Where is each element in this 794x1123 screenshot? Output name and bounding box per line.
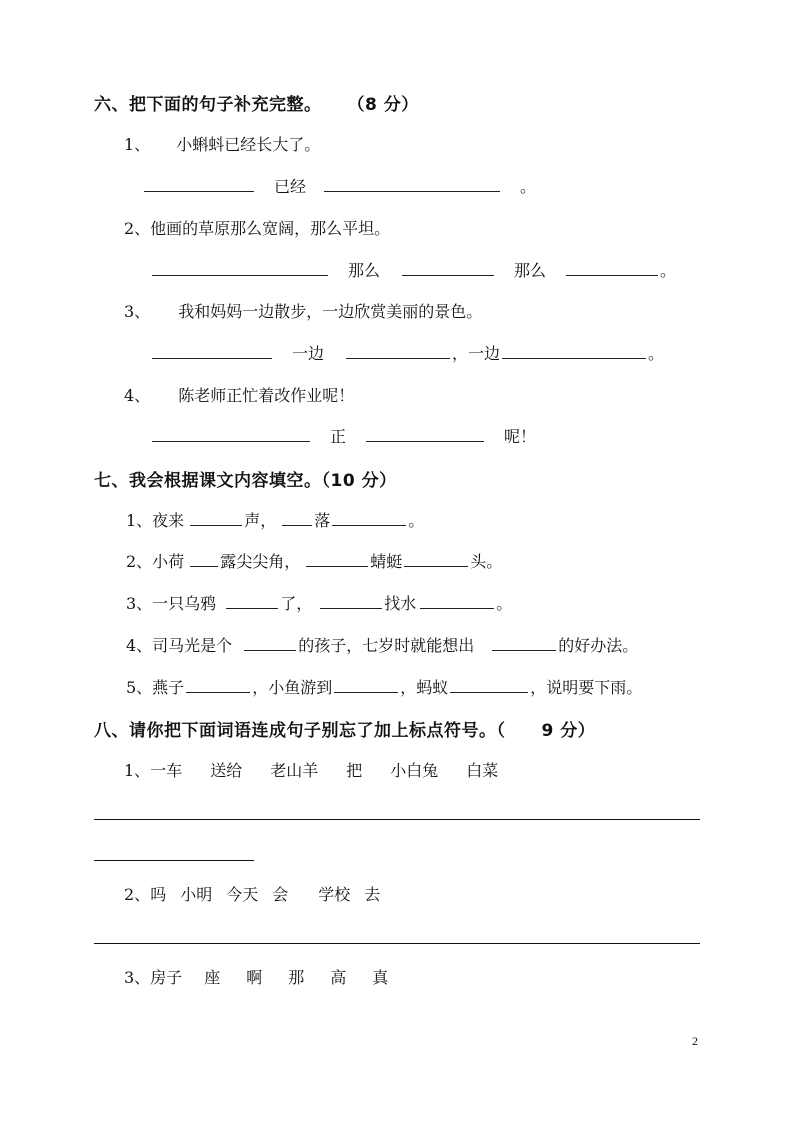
fill-blank[interactable] xyxy=(450,676,528,693)
word-tile: 去 xyxy=(364,885,381,904)
s7-q2-b: 露尖尖角， xyxy=(220,552,301,571)
s7-q2-c: 蜻蜓 xyxy=(370,552,403,571)
page-number: 2 xyxy=(692,1034,698,1048)
word-tile: 高 xyxy=(330,968,347,987)
fill-blank[interactable] xyxy=(306,550,368,567)
word-tile: 会 xyxy=(272,885,289,904)
s6-q4-number: 4、 xyxy=(124,386,151,405)
s7-q5 xyxy=(126,675,642,698)
s7-q5-a: 5、燕子 xyxy=(126,678,185,697)
word-tile: 一车 xyxy=(150,761,183,780)
s7-q3-d: 。 xyxy=(496,594,513,613)
word-tile: 老山羊 xyxy=(270,761,319,780)
s6-q2-prompt xyxy=(124,216,390,239)
s6-q3-text: 我和妈妈一边散步，一边欣赏美丽的景色。 xyxy=(178,302,483,321)
s7-q1-a: 1、夜来 xyxy=(126,511,185,530)
s6-q2-word2: 那么 xyxy=(514,261,547,280)
s7-q3-c: 找水 xyxy=(384,594,417,613)
s8-q3-words xyxy=(124,965,416,988)
word-tile: 把 xyxy=(346,761,363,780)
fill-blank[interactable] xyxy=(282,509,312,526)
word-tile: 房子 xyxy=(150,968,183,987)
s6-q3-end: 。 xyxy=(648,344,665,363)
s6-q2-end: 。 xyxy=(660,261,677,280)
fill-blank[interactable] xyxy=(332,509,406,526)
s6-q3-fill xyxy=(150,341,664,364)
s8-q3-number: 3、 xyxy=(124,968,151,987)
fill-blank[interactable] xyxy=(244,634,296,651)
s6-q4-fill xyxy=(150,424,536,447)
s6-q2-word1: 那么 xyxy=(348,261,381,280)
answer-line[interactable] xyxy=(94,819,700,820)
section6-title: 六、把下面的句子补充完整。 xyxy=(94,95,322,115)
s7-q5-b: ，小鱼游到 xyxy=(252,678,333,697)
word-tile: 今天 xyxy=(226,885,259,904)
s7-q4-a: 4、司马光是个 xyxy=(126,636,233,655)
fill-blank[interactable] xyxy=(404,550,468,567)
fill-blank[interactable] xyxy=(324,175,500,192)
s8-q1-words xyxy=(124,758,526,781)
word-tile: 学校 xyxy=(318,885,351,904)
fill-blank[interactable] xyxy=(346,342,450,359)
s6-q4-text: 陈老师正忙着改作业呢！ xyxy=(178,386,355,405)
section8-heading xyxy=(94,716,595,741)
s6-q1-end: 。 xyxy=(520,177,537,196)
s6-q1-fill xyxy=(142,174,536,197)
s8-q1-number: 1、 xyxy=(124,761,151,780)
word-tile: 白菜 xyxy=(466,761,499,780)
section7-heading xyxy=(94,466,397,491)
section7-title: 七、我会根据课文内容填空。（10 分） xyxy=(94,471,397,491)
fill-blank[interactable] xyxy=(320,592,382,609)
s6-q1-word1: 已经 xyxy=(274,177,307,196)
word-tile: 真 xyxy=(372,968,389,987)
fill-blank[interactable] xyxy=(144,175,254,192)
s7-q2-d: 头。 xyxy=(470,552,503,571)
s7-q4-c: 的好办法。 xyxy=(558,636,639,655)
word-tile: 那 xyxy=(288,968,305,987)
s7-q1-b: 声， xyxy=(244,511,277,530)
s7-q2-a: 2、小荷 xyxy=(126,552,185,571)
fill-blank[interactable] xyxy=(152,342,272,359)
fill-blank[interactable] xyxy=(492,634,556,651)
s6-q2-fill xyxy=(150,258,676,281)
word-tile: 吗 xyxy=(150,885,167,904)
s6-q3-number: 3、 xyxy=(124,302,151,321)
section8-score: 9 分） xyxy=(541,721,596,741)
s7-q3 xyxy=(126,591,512,614)
fill-blank[interactable] xyxy=(152,259,328,276)
s6-q1-text: 小蝌蚪已经长大了。 xyxy=(176,135,321,154)
s7-q5-d: ，说明要下雨。 xyxy=(530,678,643,697)
s8-q2-words xyxy=(124,882,408,905)
s7-q4-b: 的孩子，七岁时就能想出 xyxy=(298,636,475,655)
fill-blank[interactable] xyxy=(152,425,310,442)
s6-q4-prompt xyxy=(124,383,354,406)
word-tile: 送给 xyxy=(210,761,243,780)
s8-q2-number: 2、 xyxy=(124,885,151,904)
s6-q1-number: 1、 xyxy=(124,135,151,154)
s7-q5-c: ，蚂蚁 xyxy=(400,678,449,697)
fill-blank[interactable] xyxy=(502,342,646,359)
s7-q1-d: 。 xyxy=(408,511,425,530)
fill-blank[interactable] xyxy=(566,259,658,276)
fill-blank[interactable] xyxy=(186,676,250,693)
answer-line[interactable] xyxy=(94,860,254,861)
s6-q3-prompt xyxy=(124,299,482,322)
word-tile: 座 xyxy=(204,968,221,987)
s6-q2-text: 2、他画的草原那么宽阔，那么平坦。 xyxy=(124,219,391,238)
s7-q1 xyxy=(126,508,424,531)
section6-heading xyxy=(94,90,419,115)
fill-blank[interactable] xyxy=(226,592,278,609)
s6-q1-prompt xyxy=(124,132,320,155)
fill-blank[interactable] xyxy=(402,259,494,276)
s7-q3-b: 了， xyxy=(280,594,313,613)
word-tile: 小明 xyxy=(180,885,213,904)
section8-title: 八、请你把下面词语连成句子别忘了加上标点符号。（ xyxy=(94,721,506,741)
fill-blank[interactable] xyxy=(420,592,494,609)
s7-q4 xyxy=(126,633,638,656)
s6-q3-word2: ，一边 xyxy=(452,344,501,363)
fill-blank[interactable] xyxy=(334,676,398,693)
s7-q3-a: 3、一只乌鸦 xyxy=(126,594,217,613)
s7-q1-c: 落 xyxy=(314,511,331,530)
fill-blank[interactable] xyxy=(190,509,242,526)
s6-q3-word1: 一边 xyxy=(292,344,325,363)
s6-q4-end: 呢！ xyxy=(504,427,537,446)
answer-line[interactable] xyxy=(94,943,700,944)
fill-blank[interactable] xyxy=(366,425,484,442)
word-tile: 小白兔 xyxy=(390,761,439,780)
fill-blank[interactable] xyxy=(190,550,218,567)
s6-q4-word1: 正 xyxy=(330,427,347,446)
word-tile: 啊 xyxy=(246,968,263,987)
section6-score: （8 分） xyxy=(347,95,419,115)
s7-q2 xyxy=(126,549,502,572)
